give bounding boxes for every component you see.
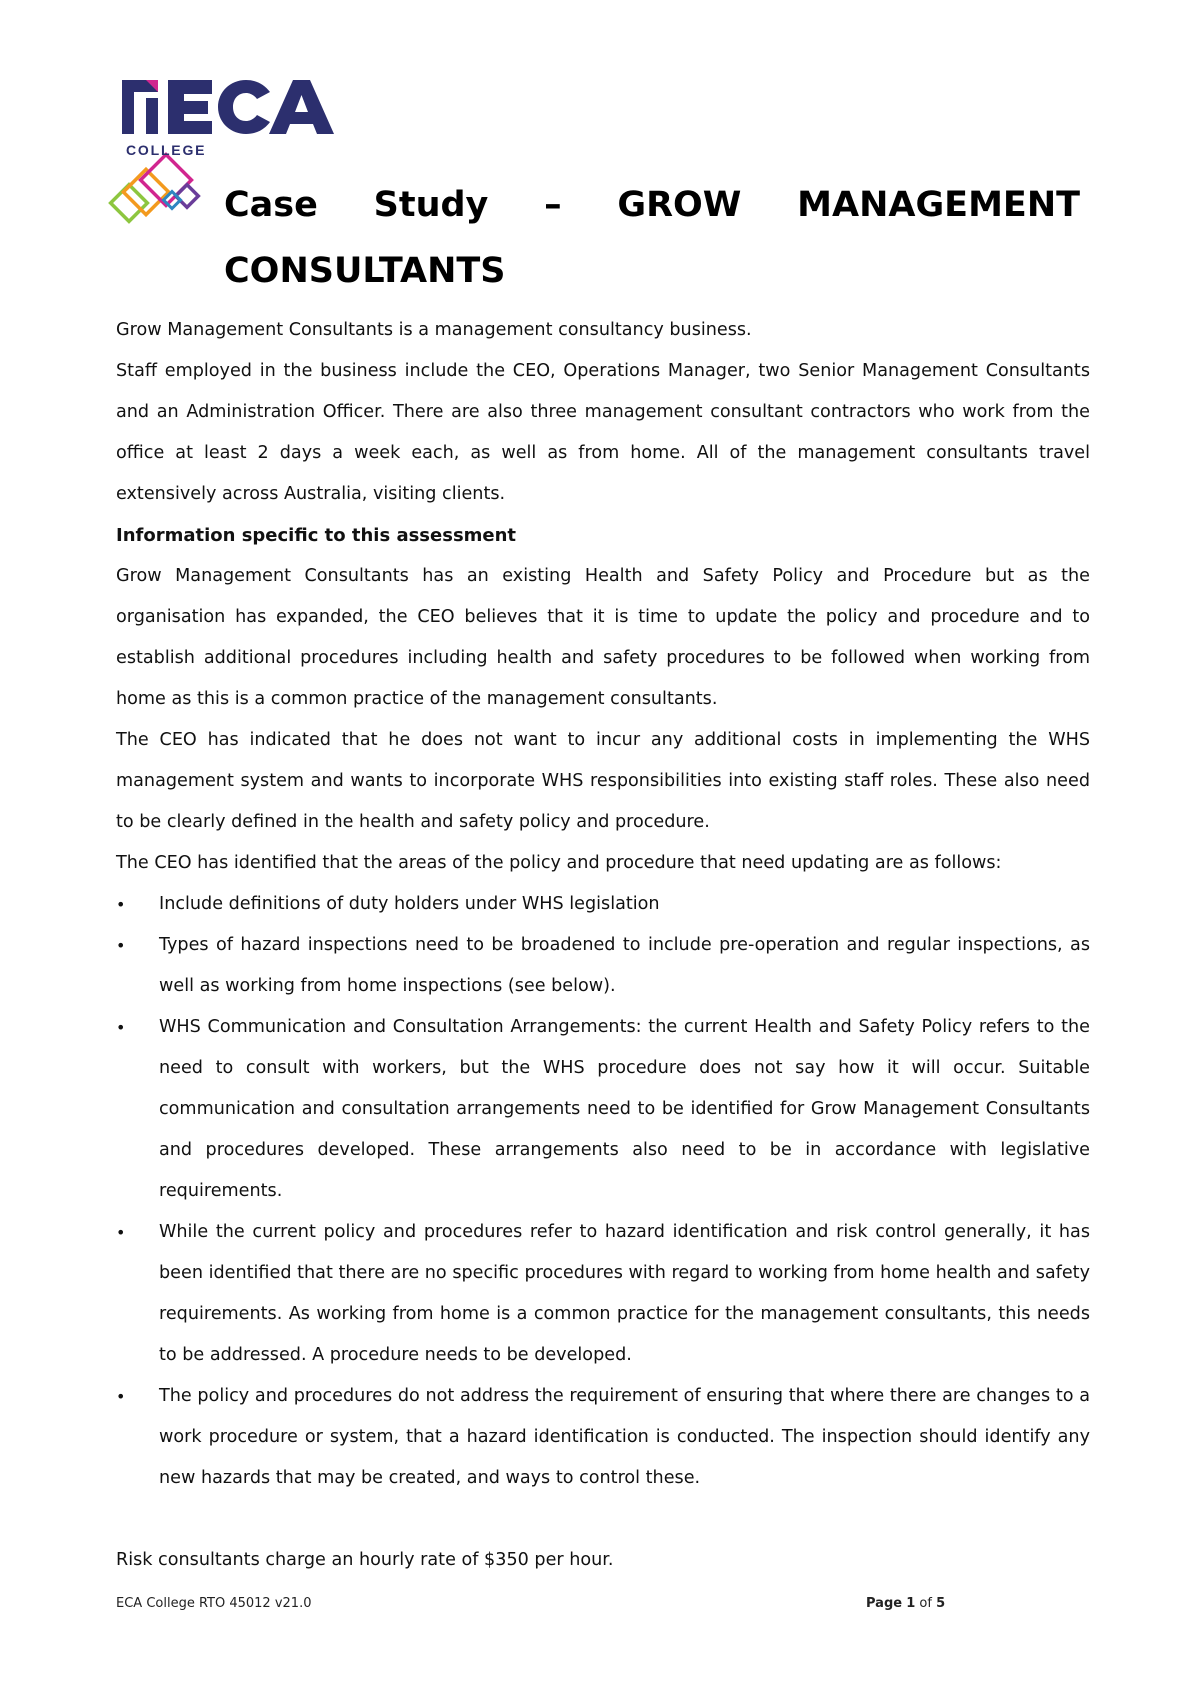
intro-paragraph: Staff employed in the business include the CEO, Operations Manager, two Senior Management Consultants and an Administration Officer. There are also three management consultant contractors who work from the office at least 2 days a week each, as well as from home. All of the management consultants travel extensively across Australia, visiting clients. — [116, 361, 1090, 504]
list-item-text: While the current policy and procedures refer to hazard identification and risk control generally, it has been identified that there are no specific procedures with regard to working from home health and safety requirements. As working from home is a common practice for the management consultants, this needs to be addressed. A procedure needs to be developed. — [159, 1222, 1090, 1365]
list-item-text: Include definitions of duty holders under WHS legislation — [159, 894, 660, 914]
footer-page-number — [866, 1596, 945, 1611]
document-body — [116, 310, 1090, 1581]
closing-paragraph: Risk consultants charge an hourly rate of $350 per hour. — [116, 1550, 614, 1570]
body-paragraph: The CEO has identified that the areas of the policy and procedure that need updating are as follows: — [116, 853, 1002, 873]
list-item — [116, 884, 1090, 925]
title-word: MANAGEMENT — [797, 185, 1080, 225]
intro-paragraph: Grow Management Consultants is a management consultancy business. — [116, 320, 752, 340]
spacer — [116, 1499, 1090, 1540]
list-item-text: Types of hazard inspections need to be broadened to include pre-operation and regular inspections, as well as working from home inspections (see below). — [159, 935, 1090, 996]
list-item — [116, 925, 1090, 1007]
title-word: GROW — [617, 185, 742, 225]
page-total: 5 — [936, 1596, 946, 1611]
page-title — [224, 165, 1080, 245]
page-of: of — [919, 1596, 932, 1611]
list-item — [116, 1212, 1090, 1376]
body-paragraph: Grow Management Consultants has an existing Health and Safety Policy and Procedure but as the organisation has expanded, the CEO believes that it is time to update the policy and procedure and to establish additional procedures including health and safety procedures to be followed when working from home as this is a common practice of the management consultants. — [116, 566, 1090, 709]
page-current: 1 — [906, 1596, 916, 1611]
bullet-icon: • — [116, 1387, 126, 1406]
list-item — [116, 1376, 1090, 1499]
title-word: – — [544, 185, 562, 225]
footer-version: ECA College RTO 45012 v21.0 — [116, 1596, 312, 1611]
body-paragraph: The CEO has indicated that he does not want to incur any additional costs in implementing the WHS management system and wants to incorporate WHS responsibilities into existing staff roles. These also need to be clearly defined in the health and safety policy and procedure. — [116, 730, 1090, 832]
bullet-icon: • — [116, 895, 126, 914]
page-title-line2: CONSULTANTS — [224, 251, 506, 291]
list-item-text: WHS Communication and Consultation Arrangements: the current Health and Safety Policy refers to the need to consult with workers, but the WHS procedure does not say how it will occur. Suitable communication and consultation arrangements need to be identified for Grow Management Consultants and procedures developed. These arrangements also need to be in accordance with legislative requirements. — [159, 1017, 1090, 1201]
list-item — [116, 1007, 1090, 1212]
page-label: Page — [866, 1596, 903, 1611]
bullet-icon: • — [116, 1018, 126, 1037]
list-item-text: The policy and procedures do not address the requirement of ensuring that where there are changes to a work procedure or system, that a hazard identification is conducted. The inspection should identify any new hazards that may be created, and ways to control these. — [159, 1386, 1090, 1488]
bullet-icon: • — [116, 1223, 126, 1242]
requirements-list — [116, 884, 1090, 1499]
title-word: Study — [373, 185, 489, 225]
bullet-icon: • — [116, 936, 126, 955]
section-heading: Information specific to this assessment — [116, 525, 517, 546]
title-word: Case — [224, 185, 318, 225]
logo-subtitle: COLLEGE — [126, 142, 207, 158]
